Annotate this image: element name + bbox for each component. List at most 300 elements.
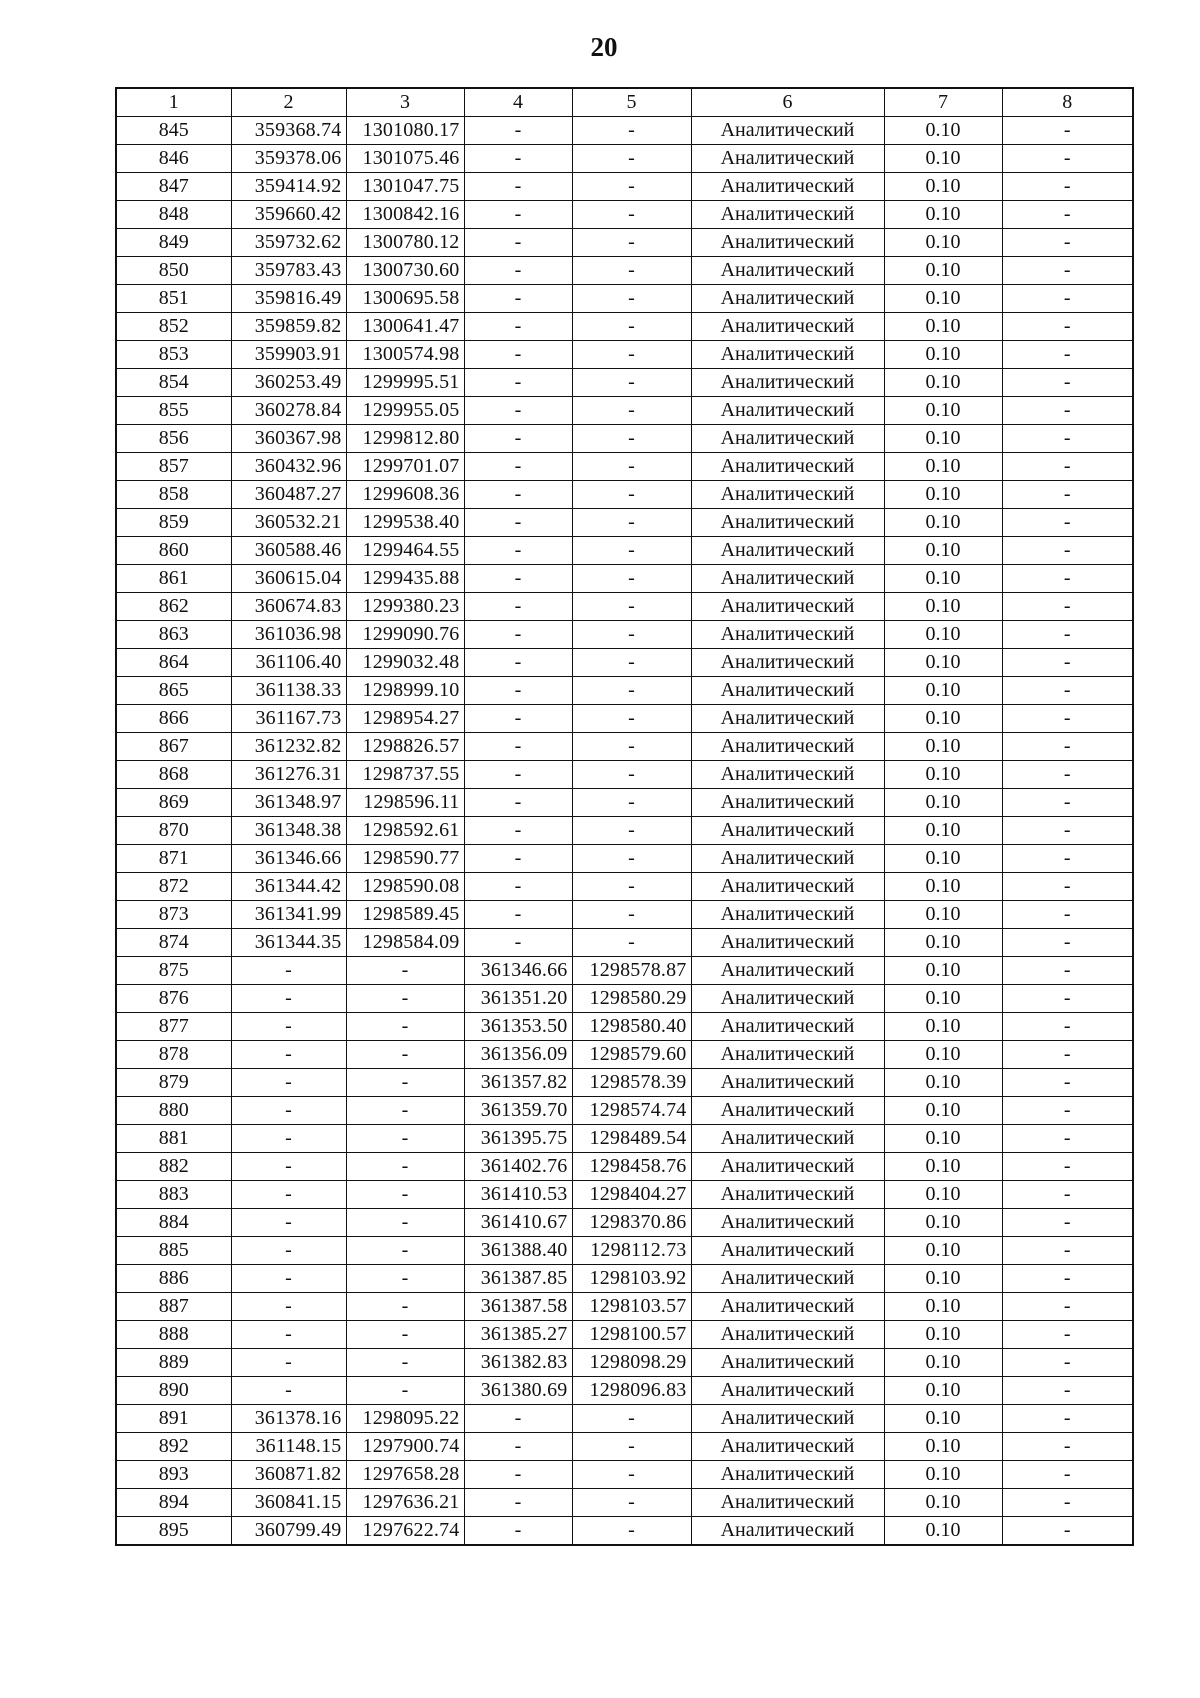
- coord-y-cell: 1299464.55: [346, 537, 464, 565]
- coord-y-alt-cell: -: [572, 313, 691, 341]
- note-cell: -: [1002, 1461, 1133, 1489]
- accuracy-cell: 0.10: [884, 789, 1002, 817]
- method-cell: Аналитический: [691, 1377, 884, 1405]
- coord-y-alt-cell: -: [572, 621, 691, 649]
- coord-x-alt-cell: 361380.69: [464, 1377, 572, 1405]
- column-header: 3: [346, 88, 464, 117]
- table-row: [116, 257, 1133, 285]
- coord-y-cell: -: [346, 1069, 464, 1097]
- method-cell: Аналитический: [691, 257, 884, 285]
- coord-y-alt-cell: 1298098.29: [572, 1349, 691, 1377]
- coord-x-cell: -: [231, 985, 346, 1013]
- accuracy-cell: 0.10: [884, 957, 1002, 985]
- coord-x-cell: -: [231, 1041, 346, 1069]
- coord-y-alt-cell: 1298370.86: [572, 1209, 691, 1237]
- coord-x-alt-cell: -: [464, 145, 572, 173]
- accuracy-cell: 0.10: [884, 1041, 1002, 1069]
- coord-x-cell: 359783.43: [231, 257, 346, 285]
- method-cell: Аналитический: [691, 1321, 884, 1349]
- coord-x-cell: -: [231, 1349, 346, 1377]
- coord-y-alt-cell: 1298100.57: [572, 1321, 691, 1349]
- coord-y-alt-cell: 1298103.92: [572, 1265, 691, 1293]
- point-number-cell: 857: [116, 453, 231, 481]
- column-header: 6: [691, 88, 884, 117]
- column-header: 4: [464, 88, 572, 117]
- point-number-cell: 875: [116, 957, 231, 985]
- note-cell: -: [1002, 1349, 1133, 1377]
- coord-y-alt-cell: -: [572, 117, 691, 145]
- coord-y-alt-cell: -: [572, 481, 691, 509]
- note-cell: -: [1002, 145, 1133, 173]
- note-cell: -: [1002, 677, 1133, 705]
- coord-x-alt-cell: -: [464, 425, 572, 453]
- table-row: [116, 649, 1133, 677]
- coord-x-cell: 360532.21: [231, 509, 346, 537]
- coord-y-cell: -: [346, 1377, 464, 1405]
- note-cell: -: [1002, 425, 1133, 453]
- coord-y-cell: 1298590.77: [346, 845, 464, 873]
- coord-x-cell: 360799.49: [231, 1517, 346, 1546]
- accuracy-cell: 0.10: [884, 621, 1002, 649]
- accuracy-cell: 0.10: [884, 313, 1002, 341]
- accuracy-cell: 0.10: [884, 1293, 1002, 1321]
- table-row: [116, 1293, 1133, 1321]
- coord-x-alt-cell: 361357.82: [464, 1069, 572, 1097]
- coord-x-alt-cell: -: [464, 201, 572, 229]
- note-cell: -: [1002, 1209, 1133, 1237]
- accuracy-cell: 0.10: [884, 1433, 1002, 1461]
- coord-y-cell: -: [346, 1125, 464, 1153]
- coord-x-cell: 360588.46: [231, 537, 346, 565]
- coord-x-cell: -: [231, 1153, 346, 1181]
- coord-x-alt-cell: -: [464, 509, 572, 537]
- coord-x-alt-cell: 361385.27: [464, 1321, 572, 1349]
- coord-y-cell: 1298999.10: [346, 677, 464, 705]
- accuracy-cell: 0.10: [884, 761, 1002, 789]
- coord-x-alt-cell: -: [464, 117, 572, 145]
- table-row: [116, 621, 1133, 649]
- note-cell: -: [1002, 957, 1133, 985]
- accuracy-cell: 0.10: [884, 677, 1002, 705]
- coord-y-cell: -: [346, 957, 464, 985]
- note-cell: -: [1002, 901, 1133, 929]
- point-number-cell: 893: [116, 1461, 231, 1489]
- coord-x-alt-cell: 361410.53: [464, 1181, 572, 1209]
- coord-x-cell: -: [231, 1181, 346, 1209]
- point-number-cell: 856: [116, 425, 231, 453]
- method-cell: Аналитический: [691, 285, 884, 313]
- coord-x-alt-cell: -: [464, 173, 572, 201]
- coord-x-alt-cell: -: [464, 817, 572, 845]
- accuracy-cell: 0.10: [884, 1349, 1002, 1377]
- point-number-cell: 858: [116, 481, 231, 509]
- accuracy-cell: 0.10: [884, 1097, 1002, 1125]
- table-row: [116, 313, 1133, 341]
- accuracy-cell: 0.10: [884, 1069, 1002, 1097]
- accuracy-cell: 0.10: [884, 1265, 1002, 1293]
- coord-y-alt-cell: 1298103.57: [572, 1293, 691, 1321]
- coord-x-alt-cell: 361387.85: [464, 1265, 572, 1293]
- coord-x-cell: 360278.84: [231, 397, 346, 425]
- accuracy-cell: 0.10: [884, 817, 1002, 845]
- note-cell: -: [1002, 285, 1133, 313]
- coord-x-alt-cell: -: [464, 1461, 572, 1489]
- coord-y-alt-cell: -: [572, 1489, 691, 1517]
- coord-y-alt-cell: 1298580.29: [572, 985, 691, 1013]
- coord-y-cell: -: [346, 1209, 464, 1237]
- coord-x-alt-cell: -: [464, 341, 572, 369]
- coord-x-cell: 361341.99: [231, 901, 346, 929]
- note-cell: -: [1002, 1181, 1133, 1209]
- coord-x-alt-cell: 361402.76: [464, 1153, 572, 1181]
- point-number-cell: 888: [116, 1321, 231, 1349]
- method-cell: Аналитический: [691, 873, 884, 901]
- method-cell: Аналитический: [691, 1209, 884, 1237]
- accuracy-cell: 0.10: [884, 397, 1002, 425]
- coord-x-alt-cell: -: [464, 453, 572, 481]
- coord-x-alt-cell: -: [464, 369, 572, 397]
- coord-y-alt-cell: -: [572, 901, 691, 929]
- note-cell: -: [1002, 789, 1133, 817]
- accuracy-cell: 0.10: [884, 1237, 1002, 1265]
- coord-y-cell: 1300695.58: [346, 285, 464, 313]
- note-cell: -: [1002, 341, 1133, 369]
- coord-y-alt-cell: -: [572, 1517, 691, 1546]
- coord-y-cell: 1298826.57: [346, 733, 464, 761]
- coord-y-cell: 1299701.07: [346, 453, 464, 481]
- point-number-cell: 864: [116, 649, 231, 677]
- coord-y-alt-cell: -: [572, 173, 691, 201]
- method-cell: Аналитический: [691, 173, 884, 201]
- note-cell: -: [1002, 397, 1133, 425]
- coord-y-alt-cell: -: [572, 1461, 691, 1489]
- coord-y-cell: 1297636.21: [346, 1489, 464, 1517]
- coord-x-alt-cell: 361346.66: [464, 957, 572, 985]
- coordinates-table: [115, 87, 1134, 1546]
- method-cell: Аналитический: [691, 1265, 884, 1293]
- point-number-cell: 895: [116, 1517, 231, 1546]
- method-cell: Аналитический: [691, 789, 884, 817]
- point-number-cell: 868: [116, 761, 231, 789]
- coord-y-cell: 1299032.48: [346, 649, 464, 677]
- point-number-cell: 867: [116, 733, 231, 761]
- coord-y-cell: 1300641.47: [346, 313, 464, 341]
- coord-x-alt-cell: -: [464, 1517, 572, 1546]
- column-header: 7: [884, 88, 1002, 117]
- method-cell: Аналитический: [691, 817, 884, 845]
- accuracy-cell: 0.10: [884, 537, 1002, 565]
- table-row: [116, 425, 1133, 453]
- table-row: [116, 1433, 1133, 1461]
- coord-x-alt-cell: -: [464, 929, 572, 957]
- table-row: [116, 1321, 1133, 1349]
- coord-y-cell: 1301080.17: [346, 117, 464, 145]
- point-number-cell: 894: [116, 1489, 231, 1517]
- note-cell: -: [1002, 873, 1133, 901]
- table-row: [116, 285, 1133, 313]
- table-row: [116, 145, 1133, 173]
- coord-x-cell: -: [231, 1377, 346, 1405]
- accuracy-cell: 0.10: [884, 1517, 1002, 1546]
- coord-y-cell: 1297658.28: [346, 1461, 464, 1489]
- method-cell: Аналитический: [691, 1181, 884, 1209]
- coord-x-cell: 361378.16: [231, 1405, 346, 1433]
- coord-y-alt-cell: -: [572, 593, 691, 621]
- coord-y-alt-cell: -: [572, 537, 691, 565]
- coord-y-cell: 1298590.08: [346, 873, 464, 901]
- coord-x-cell: 360487.27: [231, 481, 346, 509]
- point-number-cell: 859: [116, 509, 231, 537]
- table-row: [116, 873, 1133, 901]
- coord-y-cell: -: [346, 1237, 464, 1265]
- point-number-cell: 876: [116, 985, 231, 1013]
- coord-x-cell: -: [231, 1293, 346, 1321]
- coord-y-alt-cell: 1298489.54: [572, 1125, 691, 1153]
- coord-x-alt-cell: 361351.20: [464, 985, 572, 1013]
- point-number-cell: 860: [116, 537, 231, 565]
- column-header: 8: [1002, 88, 1133, 117]
- accuracy-cell: 0.10: [884, 509, 1002, 537]
- coord-x-cell: -: [231, 1321, 346, 1349]
- coord-x-alt-cell: -: [464, 1433, 572, 1461]
- point-number-cell: 883: [116, 1181, 231, 1209]
- coord-x-cell: 360674.83: [231, 593, 346, 621]
- method-cell: Аналитический: [691, 537, 884, 565]
- table-row: [116, 397, 1133, 425]
- note-cell: -: [1002, 733, 1133, 761]
- accuracy-cell: 0.10: [884, 649, 1002, 677]
- accuracy-cell: 0.10: [884, 229, 1002, 257]
- method-cell: Аналитический: [691, 593, 884, 621]
- coord-x-cell: 361138.33: [231, 677, 346, 705]
- coord-y-alt-cell: -: [572, 649, 691, 677]
- accuracy-cell: 0.10: [884, 873, 1002, 901]
- coord-y-cell: 1299380.23: [346, 593, 464, 621]
- coord-y-alt-cell: -: [572, 929, 691, 957]
- coord-y-alt-cell: -: [572, 565, 691, 593]
- coord-x-alt-cell: -: [464, 1489, 572, 1517]
- accuracy-cell: 0.10: [884, 453, 1002, 481]
- coord-x-alt-cell: 361387.58: [464, 1293, 572, 1321]
- table-row: [116, 341, 1133, 369]
- method-cell: Аналитический: [691, 621, 884, 649]
- coord-y-cell: 1299538.40: [346, 509, 464, 537]
- method-cell: Аналитический: [691, 1349, 884, 1377]
- accuracy-cell: 0.10: [884, 1013, 1002, 1041]
- table-row: [116, 733, 1133, 761]
- note-cell: -: [1002, 593, 1133, 621]
- accuracy-cell: 0.10: [884, 145, 1002, 173]
- note-cell: -: [1002, 1517, 1133, 1546]
- note-cell: -: [1002, 257, 1133, 285]
- coord-x-cell: 361348.38: [231, 817, 346, 845]
- point-number-cell: 861: [116, 565, 231, 593]
- point-number-cell: 850: [116, 257, 231, 285]
- coord-y-alt-cell: -: [572, 817, 691, 845]
- method-cell: Аналитический: [691, 509, 884, 537]
- coord-x-alt-cell: -: [464, 649, 572, 677]
- coord-y-cell: 1300780.12: [346, 229, 464, 257]
- accuracy-cell: 0.10: [884, 341, 1002, 369]
- method-cell: Аналитический: [691, 201, 884, 229]
- coord-y-cell: -: [346, 1013, 464, 1041]
- method-cell: Аналитический: [691, 1069, 884, 1097]
- table-row: [116, 173, 1133, 201]
- note-cell: -: [1002, 1041, 1133, 1069]
- point-number-cell: 869: [116, 789, 231, 817]
- note-cell: -: [1002, 1405, 1133, 1433]
- point-number-cell: 862: [116, 593, 231, 621]
- coord-y-cell: 1297622.74: [346, 1517, 464, 1546]
- method-cell: Аналитический: [691, 705, 884, 733]
- coord-y-cell: 1299955.05: [346, 397, 464, 425]
- accuracy-cell: 0.10: [884, 985, 1002, 1013]
- table-body: [116, 88, 1133, 1545]
- coord-y-cell: 1298954.27: [346, 705, 464, 733]
- note-cell: -: [1002, 845, 1133, 873]
- accuracy-cell: 0.10: [884, 593, 1002, 621]
- table-row: [116, 229, 1133, 257]
- table-row: [116, 1349, 1133, 1377]
- table-row: [116, 509, 1133, 537]
- note-cell: -: [1002, 229, 1133, 257]
- coord-x-alt-cell: 361382.83: [464, 1349, 572, 1377]
- method-cell: Аналитический: [691, 1097, 884, 1125]
- coord-x-cell: 359378.06: [231, 145, 346, 173]
- coord-y-alt-cell: -: [572, 1433, 691, 1461]
- method-cell: Аналитический: [691, 1433, 884, 1461]
- table-row: [116, 537, 1133, 565]
- coord-x-cell: 360615.04: [231, 565, 346, 593]
- method-cell: Аналитический: [691, 1489, 884, 1517]
- coord-y-alt-cell: -: [572, 509, 691, 537]
- coord-x-alt-cell: -: [464, 677, 572, 705]
- point-number-cell: 885: [116, 1237, 231, 1265]
- coord-x-alt-cell: 361410.67: [464, 1209, 572, 1237]
- coord-y-alt-cell: 1298404.27: [572, 1181, 691, 1209]
- method-cell: Аналитический: [691, 845, 884, 873]
- coord-y-cell: 1300842.16: [346, 201, 464, 229]
- coord-x-cell: 359903.91: [231, 341, 346, 369]
- table-row: [116, 705, 1133, 733]
- coord-x-cell: 359414.92: [231, 173, 346, 201]
- table-row: [116, 201, 1133, 229]
- coord-x-alt-cell: -: [464, 845, 572, 873]
- coord-y-cell: 1298592.61: [346, 817, 464, 845]
- table-row: [116, 1041, 1133, 1069]
- note-cell: -: [1002, 1237, 1133, 1265]
- accuracy-cell: 0.10: [884, 173, 1002, 201]
- coord-x-cell: 361348.97: [231, 789, 346, 817]
- note-cell: -: [1002, 565, 1133, 593]
- coord-x-alt-cell: 361388.40: [464, 1237, 572, 1265]
- point-number-cell: 853: [116, 341, 231, 369]
- coord-y-cell: -: [346, 1265, 464, 1293]
- coord-y-alt-cell: -: [572, 341, 691, 369]
- method-cell: Аналитический: [691, 425, 884, 453]
- note-cell: -: [1002, 1153, 1133, 1181]
- coord-x-cell: 359368.74: [231, 117, 346, 145]
- method-cell: Аналитический: [691, 1153, 884, 1181]
- point-number-cell: 879: [116, 1069, 231, 1097]
- table-row: [116, 1489, 1133, 1517]
- coord-x-alt-cell: -: [464, 761, 572, 789]
- coord-y-cell: 1298095.22: [346, 1405, 464, 1433]
- coord-y-cell: 1297900.74: [346, 1433, 464, 1461]
- coord-x-alt-cell: -: [464, 257, 572, 285]
- note-cell: -: [1002, 929, 1133, 957]
- point-number-cell: 849: [116, 229, 231, 257]
- coord-x-alt-cell: -: [464, 733, 572, 761]
- accuracy-cell: 0.10: [884, 425, 1002, 453]
- coord-y-alt-cell: 1298578.39: [572, 1069, 691, 1097]
- coord-x-cell: 360841.15: [231, 1489, 346, 1517]
- coord-x-alt-cell: 361356.09: [464, 1041, 572, 1069]
- coord-y-cell: 1300574.98: [346, 341, 464, 369]
- note-cell: -: [1002, 1125, 1133, 1153]
- coord-y-alt-cell: -: [572, 789, 691, 817]
- method-cell: Аналитический: [691, 1013, 884, 1041]
- point-number-cell: 891: [116, 1405, 231, 1433]
- coord-y-alt-cell: -: [572, 145, 691, 173]
- coord-y-cell: -: [346, 1349, 464, 1377]
- accuracy-cell: 0.10: [884, 1405, 1002, 1433]
- point-number-cell: 846: [116, 145, 231, 173]
- coord-y-cell: 1299435.88: [346, 565, 464, 593]
- coord-x-cell: 360367.98: [231, 425, 346, 453]
- coord-y-cell: 1298737.55: [346, 761, 464, 789]
- accuracy-cell: 0.10: [884, 1321, 1002, 1349]
- table-row: [116, 1097, 1133, 1125]
- note-cell: -: [1002, 1013, 1133, 1041]
- method-cell: Аналитический: [691, 453, 884, 481]
- point-number-cell: 870: [116, 817, 231, 845]
- table-row: [116, 1517, 1133, 1546]
- coord-y-cell: 1298584.09: [346, 929, 464, 957]
- method-cell: Аналитический: [691, 1517, 884, 1546]
- table-row: [116, 1013, 1133, 1041]
- note-cell: -: [1002, 761, 1133, 789]
- method-cell: Аналитический: [691, 313, 884, 341]
- method-cell: Аналитический: [691, 901, 884, 929]
- point-number-cell: 878: [116, 1041, 231, 1069]
- coord-y-alt-cell: 1298579.60: [572, 1041, 691, 1069]
- method-cell: Аналитический: [691, 649, 884, 677]
- note-cell: -: [1002, 621, 1133, 649]
- coord-y-cell: -: [346, 1321, 464, 1349]
- accuracy-cell: 0.10: [884, 1181, 1002, 1209]
- point-number-cell: 865: [116, 677, 231, 705]
- coord-x-cell: 359816.49: [231, 285, 346, 313]
- coord-y-alt-cell: -: [572, 677, 691, 705]
- method-cell: Аналитический: [691, 565, 884, 593]
- coord-y-alt-cell: 1298580.40: [572, 1013, 691, 1041]
- coord-x-cell: -: [231, 1097, 346, 1125]
- accuracy-cell: 0.10: [884, 481, 1002, 509]
- table-row: [116, 593, 1133, 621]
- coord-y-alt-cell: -: [572, 397, 691, 425]
- note-cell: -: [1002, 173, 1133, 201]
- coord-y-cell: 1298589.45: [346, 901, 464, 929]
- page-number: 20: [590, 32, 618, 62]
- table-row: [116, 901, 1133, 929]
- coord-x-alt-cell: -: [464, 313, 572, 341]
- point-number-cell: 886: [116, 1265, 231, 1293]
- coord-y-alt-cell: -: [572, 873, 691, 901]
- table-row: [116, 1181, 1133, 1209]
- column-header: 5: [572, 88, 691, 117]
- coord-x-alt-cell: -: [464, 873, 572, 901]
